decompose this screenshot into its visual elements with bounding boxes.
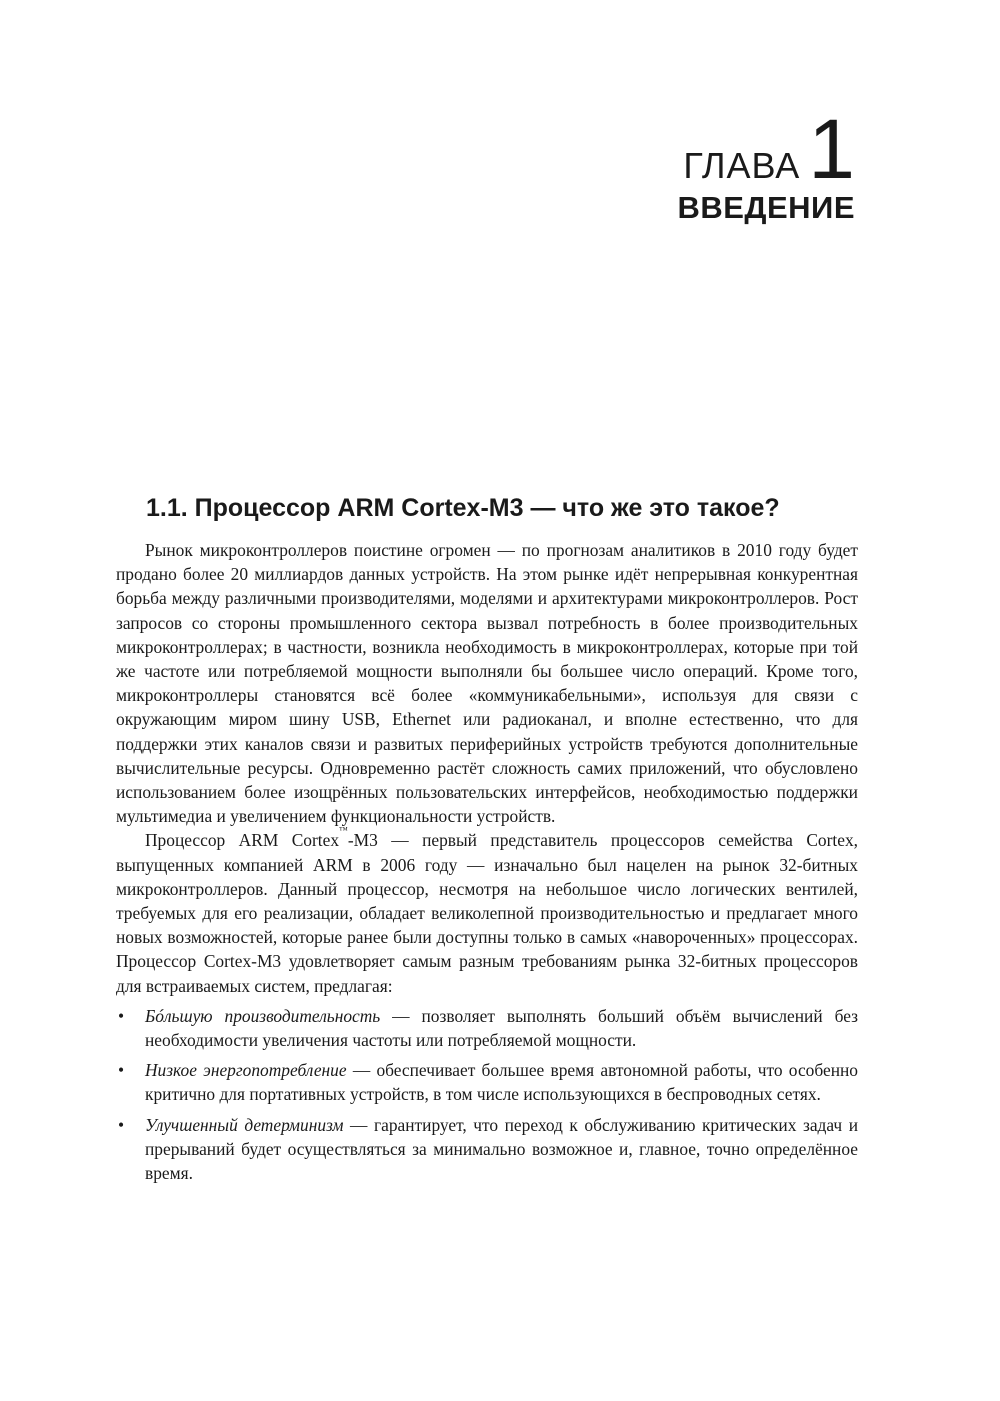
bullet-dot-icon: • [118, 1060, 125, 1081]
chapter-label-line [677, 102, 855, 196]
chapter-number: 1 [808, 102, 855, 196]
section-title: 1.1. Процессор ARM Cortex-M3 — что же это такое? [146, 494, 780, 522]
paragraph-market: Рынок микроконтроллеров поистине огромен — по прогнозам аналитиков в 2010 году будет продано более 20 миллиардов данных устройств. На этом рынке идёт непрерывная конкурентная борьба между различными производителями, моделями и архитектурами микроконтроллеров. Рост запросов со стороны промышленного сектора вызвал потребность в более производительных микроконтроллерах; в частности, возникла необходимость в микроконтроллерах, которые при той же частоте или потребляемой мощности выполняли бы большее число операций. Кроме того, микроконтроллеры становятся всё более «коммуникабельными», используя для связи с окружающим миром шину USB, Ethernet или радиоканал, и вполне естественно, что для поддержки этих каналов связи и развитых периферийных устройств требуются дополнительные вычислительные ресурсы. Одновременно растёт сложность самих приложений, что обусловлено использованием более изощрённых пользовательских интерфейсов, необходимостью поддержки мультимедиа и увеличением функциональности устройств. [116, 540, 858, 827]
bullet-dot-icon: • [118, 1114, 125, 1135]
paragraph-cortex-m3 [116, 825, 858, 997]
feature-description: — позволяет выполнять больший объём вычислений без необходимости увеличения частоты или потребляемой мощности. [145, 1005, 859, 1051]
feature-description: — обеспечивает большее время автономной работы, что особенно критично для портативных устройств, в том числе использующихся в беспроводных сетях. [145, 1060, 859, 1105]
feature-term: Бóльшую производительность [145, 1005, 381, 1026]
feature-term: Улучшенный детерминизм [145, 1114, 344, 1135]
feature-item-performance [116, 1004, 858, 1052]
feature-item-determinism [116, 1113, 858, 1186]
chapter-label: ГЛАВА [683, 145, 801, 186]
feature-list [116, 1004, 858, 1185]
feature-item-low-power [116, 1058, 858, 1106]
trademark-sign: ™ [339, 825, 348, 836]
paragraph-cortex-m3-start: Процессор ARM Cortex [145, 830, 340, 851]
paragraph-cortex-m3-rest: -M3 — первый представитель процессоров семейства Cortex, выпущенных компанией ARM в 2006 году — изначально был нацелен на рынок 32-битных микроконтроллеров. Данный процессор, несмотря на небольшое число логических вентилей, требуемых для его реализации, обладает великолепной производительностью и предлагает много новых возможностей, которые ранее были доступны только в самых «навороченных» процессорах. Процессор Cortex-M3 удовлетворяет самым разным требованиям рынка 32-битных процессоров для встраиваемых систем, предлагая: [116, 830, 858, 996]
body-text [116, 538, 858, 1185]
feature-description: — гарантирует, что переход к обслуживанию критических задач и прерываний будет осуществляться за минимально возможное и, главное, точно определённое время. [145, 1114, 858, 1184]
feature-term: Низкое энергопотребление [145, 1060, 347, 1081]
bullet-dot-icon: • [118, 1005, 125, 1026]
chapter-heading [677, 102, 855, 225]
chapter-title: ВВЕДЕНИЕ [677, 189, 855, 225]
